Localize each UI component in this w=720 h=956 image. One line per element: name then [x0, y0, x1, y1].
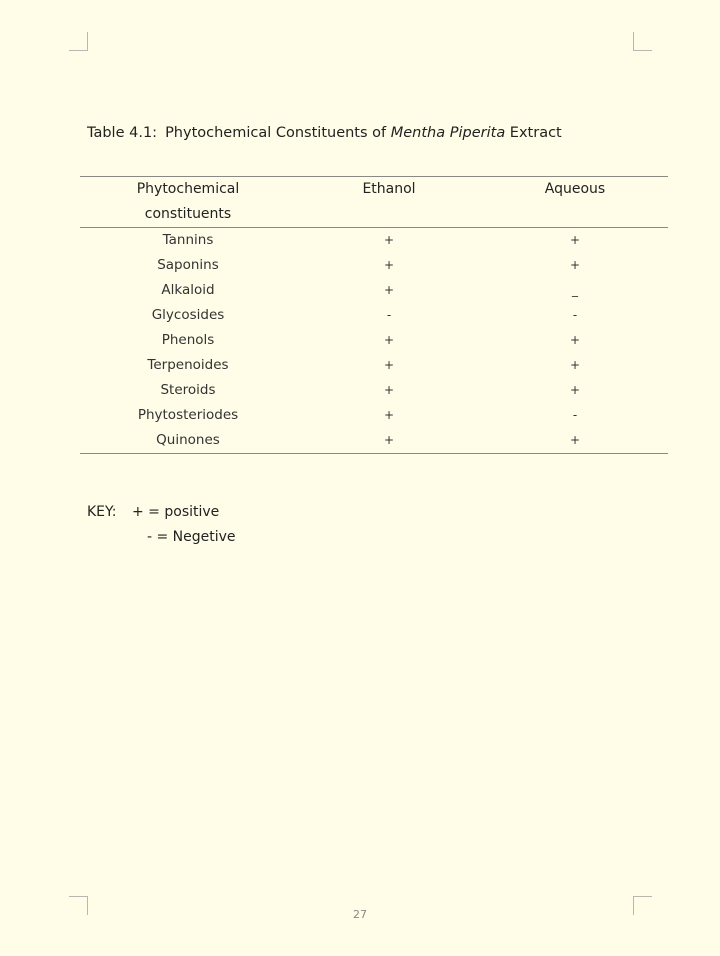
row-ethanol: +	[383, 258, 395, 272]
row-aqueous: _	[572, 283, 578, 297]
key-positive: + = positive	[132, 504, 220, 520]
row-aqueous: +	[569, 258, 581, 272]
key-negative-row	[87, 528, 236, 553]
row-aqueous: -	[572, 408, 578, 422]
row-name: Tannins	[162, 232, 214, 248]
row-aqueous: +	[569, 383, 581, 397]
row-ethanol: +	[383, 333, 395, 347]
table-row	[80, 228, 668, 254]
table-caption	[87, 125, 562, 141]
table-row	[80, 353, 668, 378]
table-header-row	[80, 177, 668, 228]
table-row	[80, 303, 668, 328]
row-ethanol: +	[383, 233, 395, 247]
row-name: Terpenoides	[147, 357, 229, 373]
table-row	[80, 278, 668, 303]
table-row	[80, 253, 668, 278]
row-name: Saponins	[157, 257, 219, 273]
row-name: Quinones	[156, 432, 220, 448]
row-name: Phytosteriodes	[137, 407, 239, 423]
table-row	[80, 378, 668, 403]
caption-species-name: Mentha Piperita	[390, 125, 506, 141]
row-aqueous: +	[569, 358, 581, 372]
header-ethanol: Ethanol	[362, 181, 416, 197]
header-constituents-line1: Phytochemical	[136, 181, 240, 197]
phytochemical-table	[80, 176, 668, 454]
row-ethanol: +	[383, 358, 395, 372]
row-aqueous: -	[572, 308, 578, 322]
table-body	[80, 228, 668, 454]
row-ethanol: +	[383, 433, 395, 447]
caption-title-end: Extract	[505, 125, 562, 141]
key-positive-row	[87, 503, 236, 528]
table-row	[80, 428, 668, 454]
row-aqueous: +	[569, 233, 581, 247]
page-number: 27	[353, 908, 367, 921]
table-row	[80, 403, 668, 428]
key-label: KEY:	[87, 504, 117, 520]
header-constituents-line2: constituents	[144, 206, 232, 222]
header-constituents	[80, 177, 296, 228]
row-name: Phenols	[161, 332, 215, 348]
table-row	[80, 328, 668, 353]
header-aqueous: Aqueous	[544, 181, 606, 197]
row-aqueous: +	[569, 333, 581, 347]
crop-mark-top-left	[69, 32, 88, 51]
row-ethanol: +	[383, 383, 395, 397]
key-negative: - = Negetive	[147, 529, 236, 545]
crop-mark-top-right	[633, 32, 652, 51]
row-name: Alkaloid	[161, 282, 215, 298]
table-key	[87, 503, 236, 553]
row-name: Steroids	[160, 382, 216, 398]
row-name: Glycosides	[151, 307, 225, 323]
row-ethanol: -	[386, 308, 392, 322]
caption-prefix: Table 4.1:	[87, 125, 158, 141]
caption-title-start: Phytochemical Constituents of	[165, 125, 391, 141]
row-ethanol: +	[383, 408, 395, 422]
row-ethanol: +	[383, 283, 395, 297]
row-aqueous: +	[569, 433, 581, 447]
